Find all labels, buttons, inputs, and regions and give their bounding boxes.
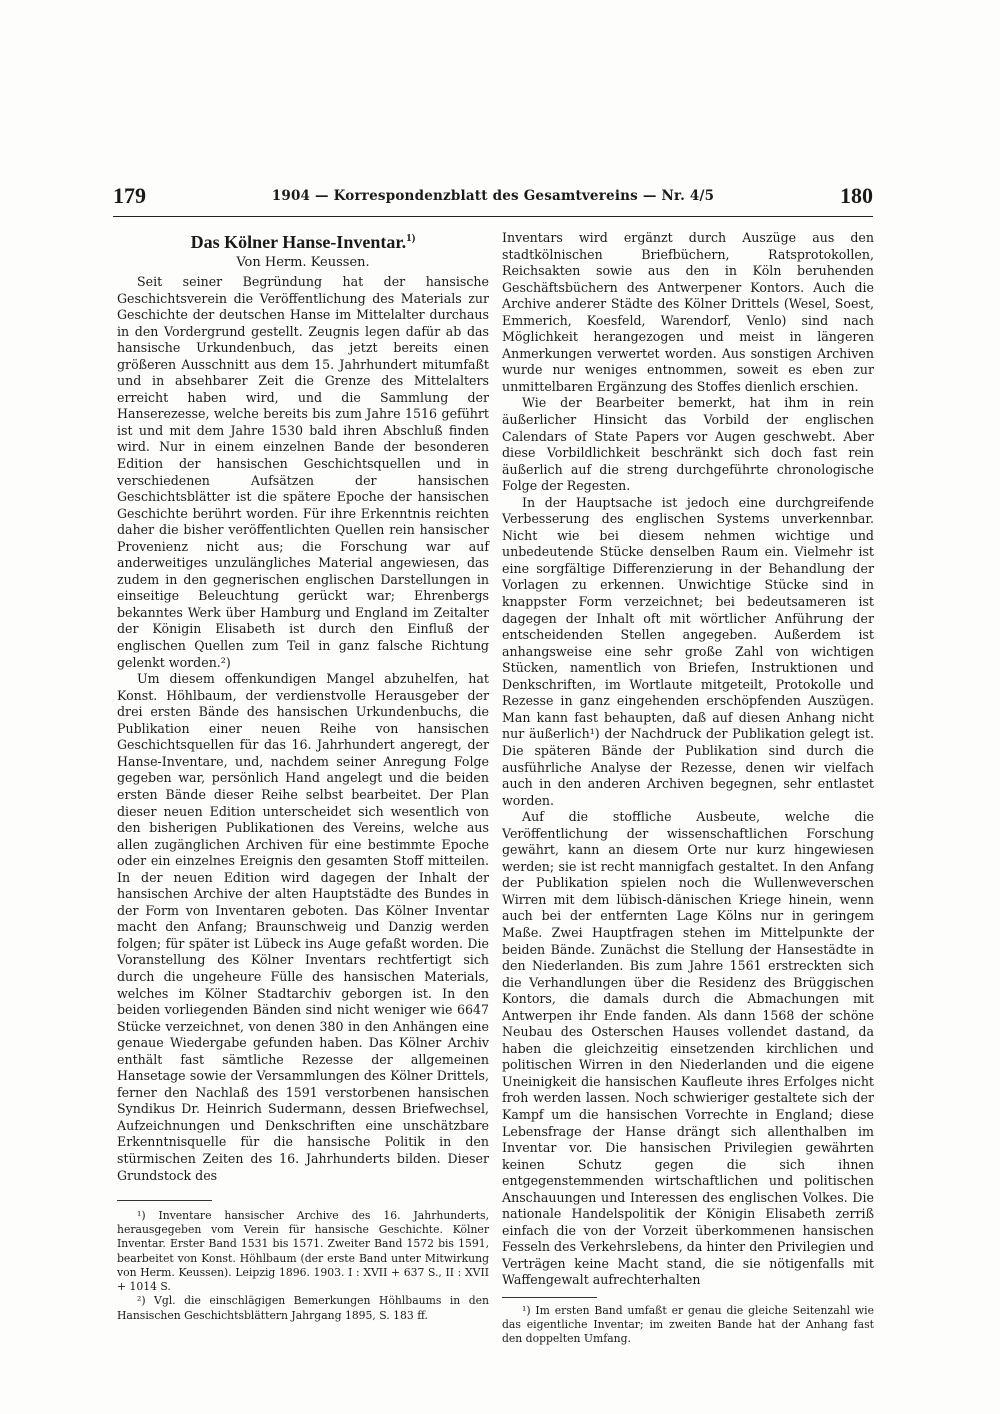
page-header [113,182,873,222]
article-title [117,230,489,254]
right-column [502,230,874,1347]
left-column [117,230,489,1323]
paragraph: Um diesem offenkundigen Mangel abzuhelfen, hat Konst. Höhlbaum, der verdienstvolle Herausgeber der drei ersten Bände des hansischen Urkundenbuchs, die Publikation einer neuen Reihe von hansischen Geschichtsquellen für das 16. Jahrhundert angeregt, der Hanse-Inventare, und, nachdem seiner Anregung Folge gegeben war, persönlich Hand angelegt und die beiden ersten Bände dieser Reihe selbst bearbeitet. Der Plan dieser neuen Edition unterscheidet sich wesentlich von den bisherigen Publikationen des Vereins, welche aus allen zugänglichen Archiven für eine bestimmte Epoche oder ein einzelnes Ereignis den gesamten Stoff mitteilen. In der neuen Edition wird dagegen der Inhalt der hansischen Archive der alten Hauptstädte des Bundes in der Form von Inventaren geboten. Das Kölner Inventar macht den Anfang; Braunschweig und Danzig werden folgen; für später ist Lübeck ins Auge gefaßt worden. Die Voranstellung des Kölner Inventars rechtfertigt sich durch die ungeheure Fülle des hansischen Materials, welches im Kölner Stadtarchiv geborgen ist. In den beiden vorliegenden Bänden sind nicht weniger wie 6647 Stücke verzeichnet, von denen 380 in den Anhängen eine genaue Wiedergabe gefunden haben. Das Kölner Archiv enthält fast sämtliche Rezesse der allgemeinen Hansetage sowie der Versammlungen des Kölner Drittels, ferner den Nachlaß des 1591 verstorbenen hansischen Syndikus Dr. Heinrich Sudermann, dessen Briefwechsel, Aufzeichnungen und Denkschriften eine unschätzbare Erkenntnisquelle für die hansische Politik in den stürmischen Zeiten des 16. Jahrhunderts bilden. Dieser Grundstock des [117,671,489,1183]
header-rule [113,216,873,217]
paragraph: Inventars wird ergänzt durch Auszüge aus den stadtkölnischen Briefbüchern, Ratsprotokollen, Reichsakten sowie aus den in Köln beruhenden Geschäftsbüchern des Antwerpener Kontors. Auch die Archive anderer Städte des Kölner Drittels (Wesel, Soest, Emmerich, Koesfeld, Warendorf, Venlo) sind nach Möglichkeit herangezogen und meist in längeren Anmerkungen verwertet worden. Aus sonstigen Archiven wurde nur weniges entnommen, soweit es eben zur unmittelbaren Ergänzung des Stoffes dienlich erschien. [502,230,874,394]
article-title-text: Das Kölner Hanse-Inventar. [190,232,407,252]
page-number-left: 179 [113,183,146,208]
paragraph: Wie der Bearbeiter bemerkt, hat ihm in rein äußerlicher Hinsicht das Vorbild der englischen Calendars of State Papers vor Augen geschwebt. Aber diese Vorbildlichkeit beschränkt sich doch fast rein äußerlich auf die streng durchgeführte chronologische Folge der Regesten. [502,395,874,494]
footnote: ¹) Inventare hansischer Archive des 16. Jahrhunderts, herausgegeben vom Verein für hansische Geschichte. Kölner Inventar. Erster Band 1531 bis 1571. Zweiter Band 1572 bis 1591, bearbeitet von Konst. Höhlbaum (der erste Band unter Mitwirkung von Herm. Keussen). Leipzig 1896. 1903. I : XVII + 637 S., II : XVII + 1014 S. [117,1209,489,1294]
footnote: ¹) Im ersten Band umfaßt er genau die gleiche Seitenzahl wie das eigentliche Inventar; im zweiten Bande hat der Anhang fast den doppelten Umfang. [502,1304,874,1346]
page-number-right: 180 [840,183,873,208]
paragraph: Auf die stoffliche Ausbeute, welche die Veröffentlichung der wissenschaftlichen Forschung gewährt, kann an diesem Orte nur kurz hingewiesen werden; sie ist recht mannigfach gestaltet. In den Anfang der Publikation spielen noch die Wullenweverschen Wirren mit dem lübisch-dänischen Kriege hinein, wenn auch bei der entfernten Lage Kölns nur in geringem Maße. Zwei Hauptfragen stehen im Mittelpunkte der beiden Bände. Zunächst die Stellung der Hansestädte in den Niederlanden. Bis zum Jahre 1561 erstreckten sich die Verhandlungen über die Residenz des Brüggischen Kontors, die damals durch die Abmachungen mit Antwerpen ihr Ende fanden. Als dann 1568 der schöne Neubau des Osterschen Hauses vollendet dastand, da haben die gleichzeitig einsetzenden kirchlichen und politischen Wirren in den Niederlanden und die eigene Uneinigkeit die hansischen Kaufleute ihres Erfolges nicht froh werden lassen. Noch schwieriger gestaltete sich der Kampf um die hansischen Vorrechte in England; diese Lebensfrage der Hanse drängt sich allenthalben im Inventar vor. Die hansischen Privilegien gewährten keinen Schutz gegen die sich ihnen entgegenstemmenden wirtschaftlichen und politischen Anschauungen und Interessen des englischen Volkes. Die nationale Handelspolitik der Königin Elisabeth zerriß einfach die von der Vorzeit überkommenen hansischen Fesseln des Verkehrslebens, da hinter den Privilegien und Verträgen keine Macht stand, die sie nötigenfalls mit Waffengewalt aufrechterhalten [502,809,874,1288]
paragraph: Seit seiner Begründung hat der hansische Geschichtsverein die Veröffentlichung des Materials zur Geschichte der deutschen Hanse im Mittelalter durchaus in den Vordergrund gestellt. Zeugnis legen dafür ab das hansische Urkundenbuch, das jetzt bereits einen größeren Ausschnitt aus dem 15. Jahrhundert mitumfaßt und in absehbarer Zeit die Grenze des Mittelalters erreicht haben wird, und die Sammlung der Hanserezesse, welche bereits bis zum Jahre 1516 geführt ist und mit dem Jahre 1530 bald ihren Abschluß finden wird. Nur in einem einzelnen Bande der besonderen Edition der hansischen Geschichtsquellen und in verschiedenen Aufsätzen der hansischen Geschichtsblätter ist die spätere Epoche der hansischen Geschichte berührt worden. Für ihre Erkenntnis reichten daher die bisher veröffentlichten Quellen rein hansischer Provenienz nicht aus; die Forschung war auf anderweitiges unzulängliches Material angewiesen, das zudem in den gegnerischen englischen Darstellungen in einseitige Beleuchtung gerückt war; Ehrenbergs bekanntes Werk über Hamburg und England im Zeitalter der Königin Elisabeth ist durch den Einfluß der englischen Quellen zum Teil in ganz falsche Richtung gelenkt worden.²) [117,274,489,670]
paragraph: In der Hauptsache ist jedoch eine durchgreifende Verbesserung des englischen Systems unverkennbar. Nicht wie bei diesem nehmen wichtige und unbedeutende Stücke denselben Raum ein. Vielmehr ist eine sorgfältige Differenzierung in der Behandlung der Vorlagen zu erkennen. Unwichtige Stücke sind in knappster Form verzeichnet; bei bedeutsameren ist dagegen der Inhalt oft mit wörtlicher Anführung der entscheidenden Stellen angegeben. Außerdem ist anhangsweise eine sehr große Zahl von wichtigen Stücken, namentlich von Briefen, Instruktionen und Denkschriften, im Wortlaute mitgeteilt, Protokolle und Rezesse in ganz eingehenden erschöpfenden Auszügen. Man kann fast behaupten, daß auf diesen Anhang nicht nur äußerlich¹) der Nachdruck der Publikation gelegt ist. Die späteren Bände der Publikation sind durch die ausführliche Analyse der Rezesse, denen wir vielfach auch in den anderen Archiven begegnen, sehr entlastet worden. [502,494,874,808]
footnote-rule [502,1297,597,1298]
running-title: 1904 — Korrespondenzblatt des Gesamtvereins — Nr. 4/5 [271,188,715,204]
article-byline: Von Herm. Keussen. [236,255,370,270]
footnote-rule [117,1200,212,1201]
title-footnote-marker: 1) [406,232,416,244]
footnote: ²) Vgl. die einschlägigen Bemerkungen Höhlbaums in den Hansischen Geschichtsblättern Jahrgang 1895, S. 183 ff. [117,1294,489,1322]
